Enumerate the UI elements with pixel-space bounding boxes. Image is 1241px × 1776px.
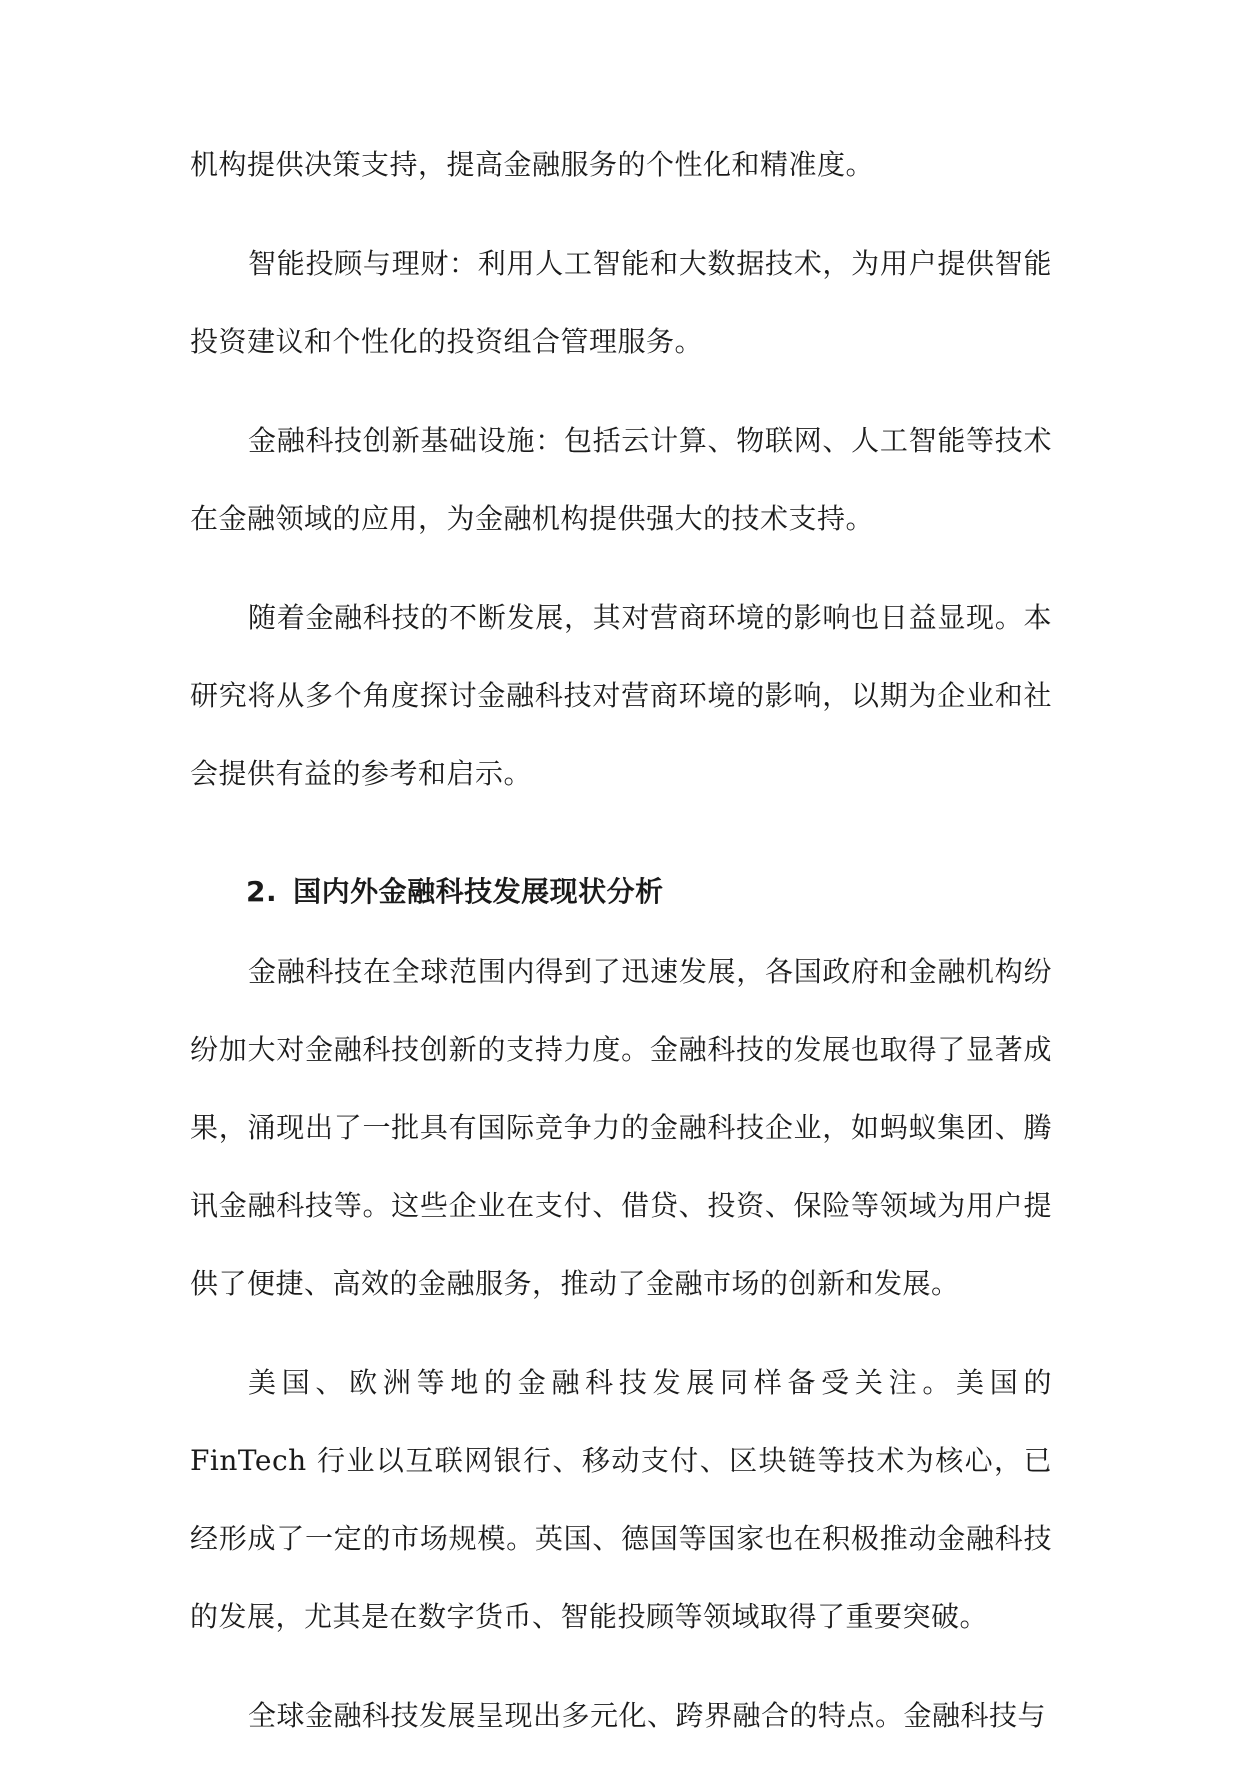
paragraph-continuation: 机构提供决策支持，提高金融服务的个性化和精准度。 xyxy=(190,148,875,181)
paragraph-global-development: 金融科技在全球范围内得到了迅速发展，各国政府和金融机构纷纷加大对金融科技创新的支持力度。金融科技的发展也取得了显著成果，涌现出了一批具有国际竞争力的金融科技企业，如蚂蚁集团、腾讯金融科技等。这些企业在支付、借贷、投资、保险等领域为用户提供了便捷、高效的金融服务，推动了金融市场的创新和发展。 xyxy=(190,955,1052,1300)
paragraph-smart-advisory: 智能投顾与理财：利用人工智能和大数据技术，为用户提供智能投资建议和个性化的投资组合管理服务。 xyxy=(190,247,1052,358)
section-number: 2. xyxy=(246,875,278,908)
paragraph-us-europe: 美国、欧洲等地的金融科技发展同样备受关注。美国的 FinTech 行业以互联网银行、移动支付、区块链等技术为核心，已经形成了一定的市场规模。英国、德国等国家也在积极推动金融科技的发展，尤其是在数字货币、智能投顾等领域取得了重要突破。 xyxy=(190,1366,1052,1633)
paragraph-global-trends: 全球金融科技发展呈现出多元化、跨界融合的特点。金融科技与 xyxy=(248,1699,1047,1732)
paragraph-research-intro: 随着金融科技的不断发展，其对营商环境的影响也日益显现。本研究将从多个角度探讨金融科技对营商环境的影响，以期为企业和社会提供有益的参考和启示。 xyxy=(190,601,1052,790)
section-heading xyxy=(190,851,1052,933)
paragraph-infrastructure: 金融科技创新基础设施：包括云计算、物联网、人工智能等技术在金融领域的应用，为金融机构提供强大的技术支持。 xyxy=(190,424,1052,535)
document-body xyxy=(190,126,1052,1776)
section-title: 国内外金融科技发展现状分析 xyxy=(293,875,664,908)
